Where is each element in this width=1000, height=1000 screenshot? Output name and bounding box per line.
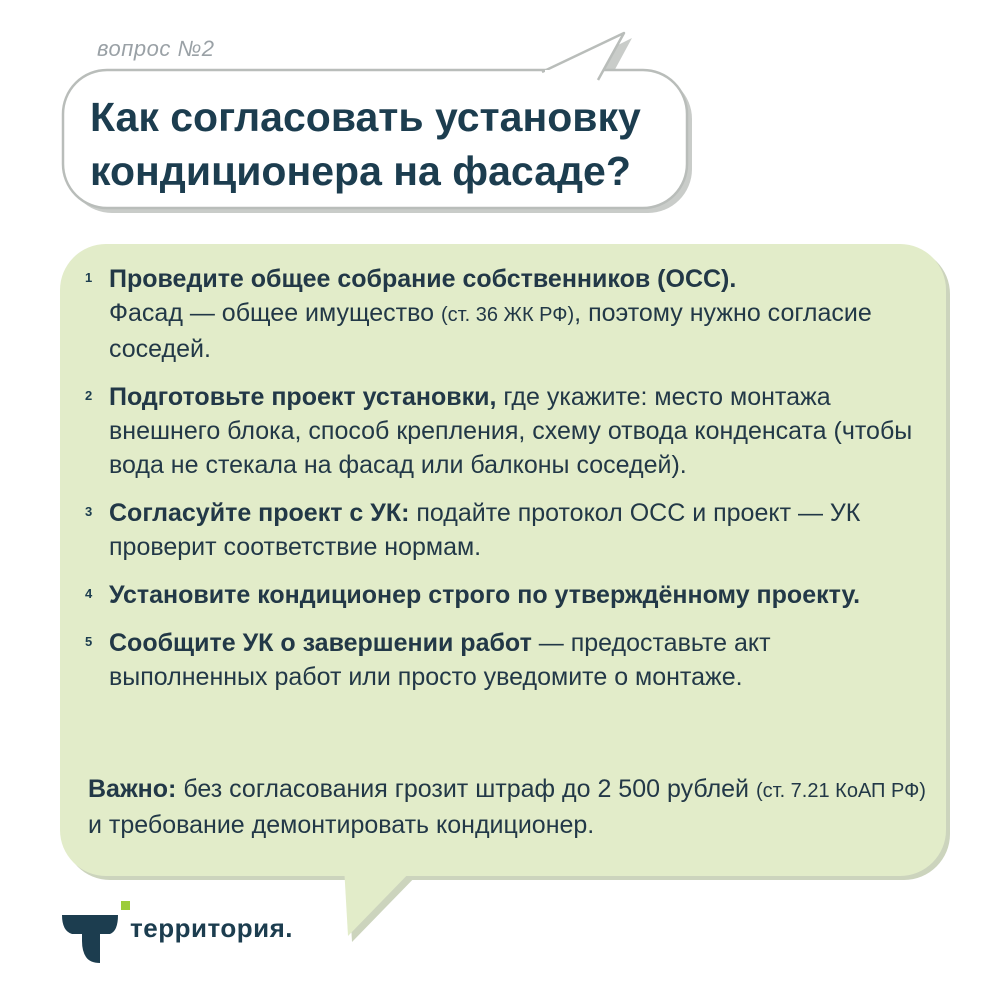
step-text: где укажите: место монтажа внешнего блока, способ крепления, схему отвода конденсата (чтобы вода не стекала на фасад или балконы соседей). xyxy=(109,383,913,479)
question-number-label: вопрос №2 xyxy=(97,36,215,61)
step-number: 4 xyxy=(85,586,93,601)
step-text: , поэтому нужно согласие соседей. xyxy=(109,299,872,363)
step-heading: Подготовьте проект установки, xyxy=(109,383,497,411)
step-item xyxy=(85,626,918,694)
step-text: — предоставьте акт выполненных работ или просто уведомите о монтаже. xyxy=(109,629,771,691)
page-title: Как согласовать установку кондиционера на фасаде? xyxy=(90,94,641,194)
law-reference: (ст. 36 ЖК РФ) xyxy=(440,304,575,326)
step-heading: Сообщите УК о завершении работ xyxy=(109,629,532,657)
step-heading: Проведите общее собрание собственников (ОСС). xyxy=(109,265,737,293)
step-item xyxy=(85,262,918,366)
note-text: без согласования грозит штраф до 2 500 рублей xyxy=(176,775,756,803)
step-text: Фасад — общее имущество xyxy=(109,299,441,327)
step-heading: Установите кондиционер строго по утверждённому проекту. xyxy=(109,581,861,609)
important-note xyxy=(88,772,928,842)
law-reference: (ст. 7.21 КоАП РФ) xyxy=(755,780,926,802)
steps-list xyxy=(85,262,918,708)
note-text: и требование демонтировать кондиционер. xyxy=(88,811,595,839)
step-item xyxy=(85,380,918,482)
territoriya-logo-icon xyxy=(60,901,130,965)
step-item xyxy=(85,578,918,612)
step-number: 5 xyxy=(85,634,93,649)
step-heading: Согласуйте проект с УК: xyxy=(109,499,410,527)
note-label: Важно: xyxy=(88,775,177,803)
step-item xyxy=(85,496,918,564)
step-number: 2 xyxy=(85,388,93,403)
step-number: 1 xyxy=(85,270,93,285)
step-number: 3 xyxy=(85,504,93,519)
brand-name: территория. xyxy=(130,913,293,943)
step-text: подайте протокол ОСС и проект — УК проверит соответствие нормам. xyxy=(109,499,861,561)
